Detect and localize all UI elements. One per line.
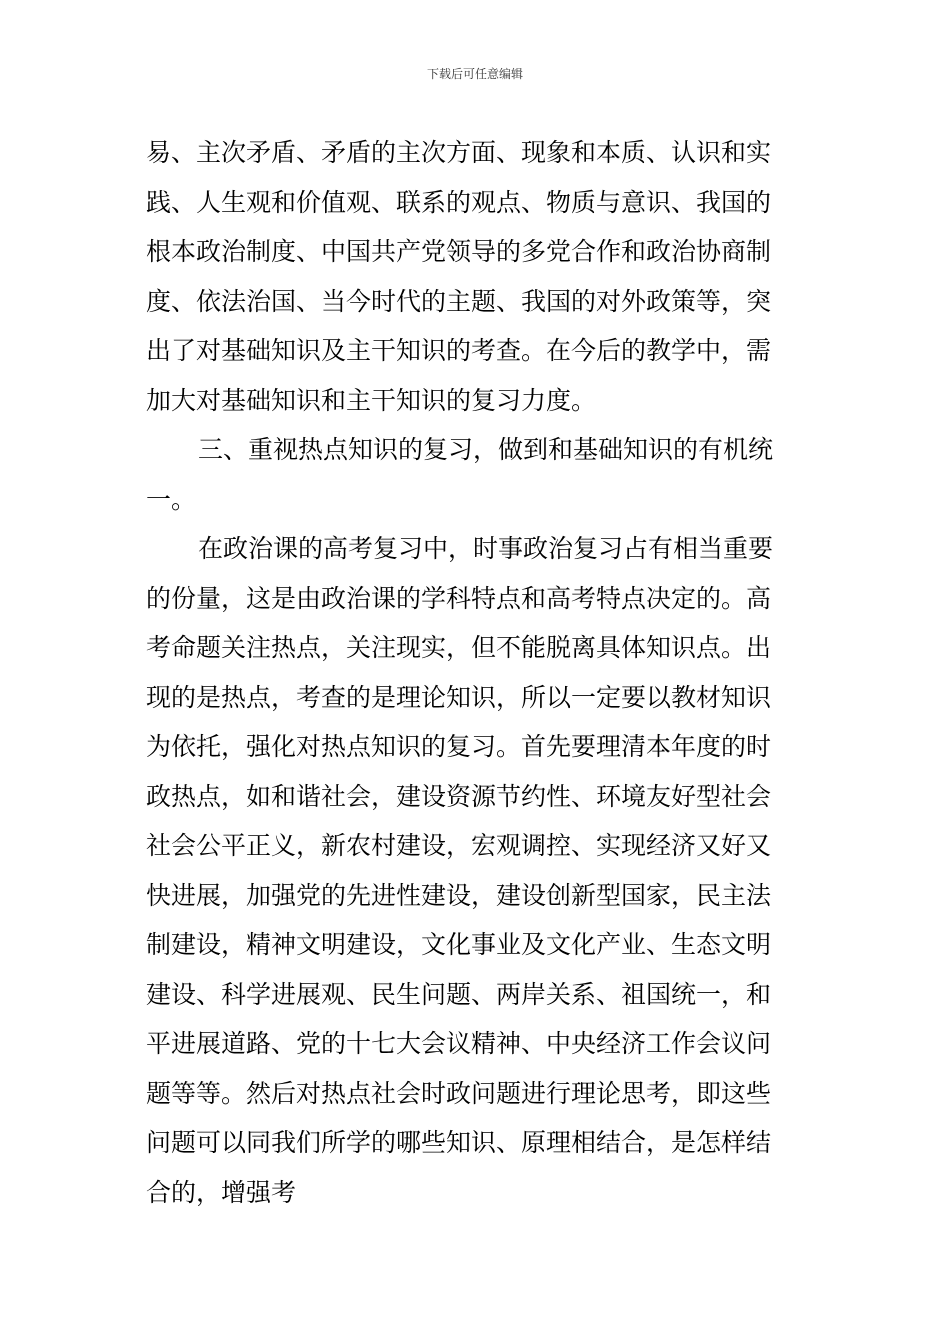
text-line: 三、重视热点知识的复习，做到和基础知识的有机统 xyxy=(198,435,774,464)
header-note: 下载后可任意编辑 xyxy=(426,67,523,81)
text-line: 问题可以同我们所学的哪些知识、原理相结合，是怎样结 xyxy=(146,1128,772,1157)
text-line: 根本政治制度、中国共产党领导的多党合作和政治协商制 xyxy=(146,237,772,266)
document-body xyxy=(146,128,806,1217)
text-line: 加大对基础知识和主干知识的复习力度。 xyxy=(146,385,597,415)
paragraph-1 xyxy=(146,128,806,425)
text-line: 践、人生观和价值观、联系的观点、物质与意识、我国的 xyxy=(146,187,772,217)
text-line: 度、依法治国、当今时代的主题、我国的对外政策等，突 xyxy=(146,286,772,316)
text-line: 平进展道路、党的十七大会议精神、中央经济工作会议问 xyxy=(146,1029,772,1058)
text-line: 的份量，这是由政治课的学科特点和高考特点决定的。高 xyxy=(146,583,772,613)
text-line: 一。 xyxy=(146,484,197,514)
text-line: 题等等。然后对热点社会时政问题进行理论思考，即这些 xyxy=(146,1078,772,1108)
text-line: 建设、科学进展观、民生问题、两岸关系、祖国统一，和 xyxy=(146,979,772,1009)
text-line: 政热点，如和谐社会，建设资源节约性、环境友好型社会 xyxy=(146,781,772,811)
text-line: 考命题关注热点，关注现实，但不能脱离具体知识点。出 xyxy=(146,633,772,662)
text-line: 快进展，加强党的先进性建设，建设创新型国家，民主法 xyxy=(146,880,772,910)
text-line: 为依托，强化对热点知识的复习。首先要理清本年度的时 xyxy=(146,732,772,761)
text-line: 制建设，精神文明建设，文化事业及文化产业、生态文明 xyxy=(146,930,772,959)
text-line: 易、主次矛盾、矛盾的主次方面、现象和本质、认识和实 xyxy=(146,138,772,167)
text-line: 合的，增强考 xyxy=(146,1177,297,1207)
text-line: 在政治课的高考复习中，时事政治复习占有相当重要 xyxy=(198,534,774,563)
paragraph-3 xyxy=(146,524,806,1217)
text-line: 出了对基础知识及主干知识的考查。在今后的教学中，需 xyxy=(146,336,772,365)
text-line: 现的是热点，考查的是理论知识，所以一定要以教材知识 xyxy=(146,682,772,712)
text-line: 社会公平正义，新农村建设，宏观调控、实现经济又好又 xyxy=(146,831,772,860)
paragraph-2-section-heading xyxy=(146,425,806,524)
